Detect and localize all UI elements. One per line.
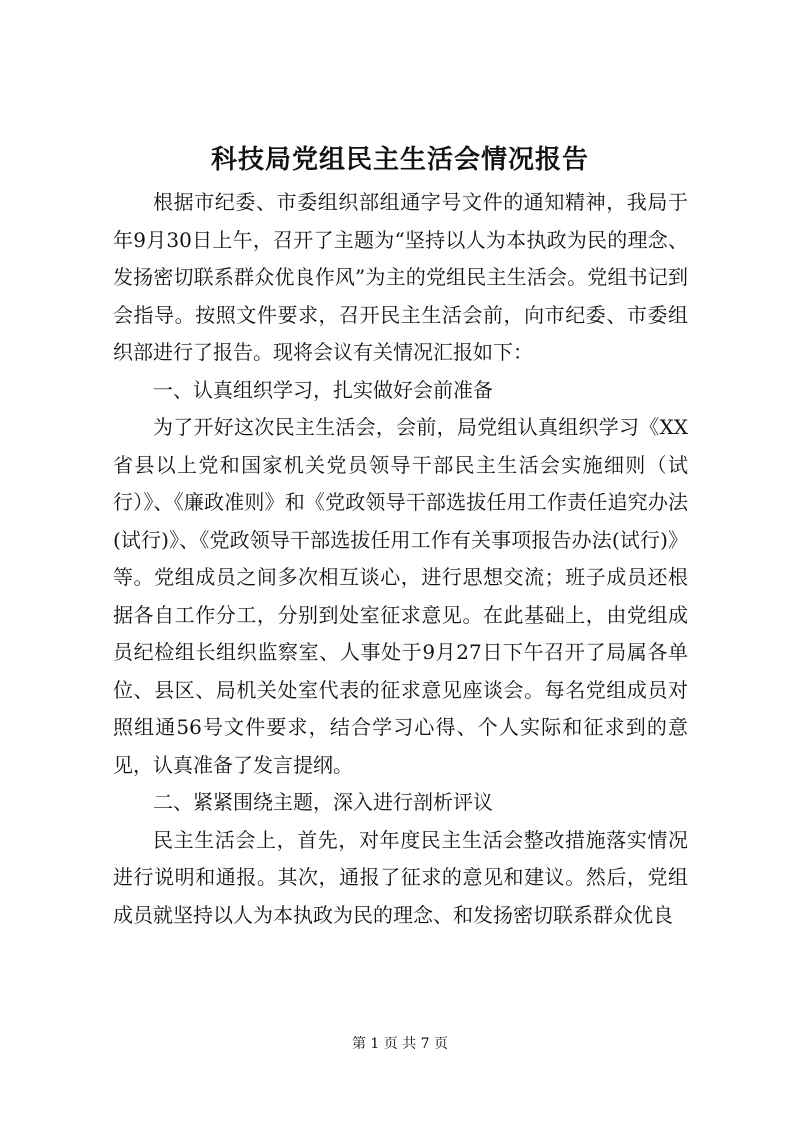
section-heading-2: 二、紧紧围绕主题，深入进行剖析评议 xyxy=(153,790,493,814)
section-heading-1: 一、认真组织学习，扎实做好会前准备 xyxy=(153,377,493,402)
page-footer: 第 1 页 共 7 页 xyxy=(351,1036,449,1052)
paragraph-study: 为了开好这次民主生活会，会前，局党组认真组织学习《XX省县以上党和国家机关党员领导干部民主生活会实施细则（试行）》、《廉政准则》和《党政领导干部选拔任用工作责任追究办法(试行)》、《党政领导干部选拔任用工作有关事项报告办法(试行)》等。党组成员之间多次相互谈心，进行思想交流；班子成员还根据各自工作分工，分别到处室征求意见。在此基础上，由党组成员纪检组长组织监察室、人事处于9月27日下午召开了局属各单位、县区、局机关处室代表的征求意见座谈会。每名党组成员对照组通56号文件要求，结合学习心得、个人实际和征求到的意见，认真准备了发言提纲。 xyxy=(113,415,688,777)
paragraph-meeting: 民主生活会上，首先，对年度民主生活会整改措施落实情况进行说明和通报。其次，通报了征求的意见和建议。然后，党组成员就坚持以人为本执政为民的理念、和发扬密切联系群众优良 xyxy=(113,827,688,927)
paragraph-intro: 根据市纪委、市委组织部组通字号文件的通知精神，我局于年9月30日上午，召开了主题为“坚持以人为本执政为民的理念、发扬密切联系群众优良作风”为主的党组民主生活会。党组书记到会指导。按照文件要求，召开民主生活会前，向市纪委、市委组织部进行了报告。现将会议有关情况汇报如下： xyxy=(113,190,688,364)
document-body xyxy=(113,184,688,934)
document-title: 科技局党组民主生活会情况报告 xyxy=(210,145,589,175)
